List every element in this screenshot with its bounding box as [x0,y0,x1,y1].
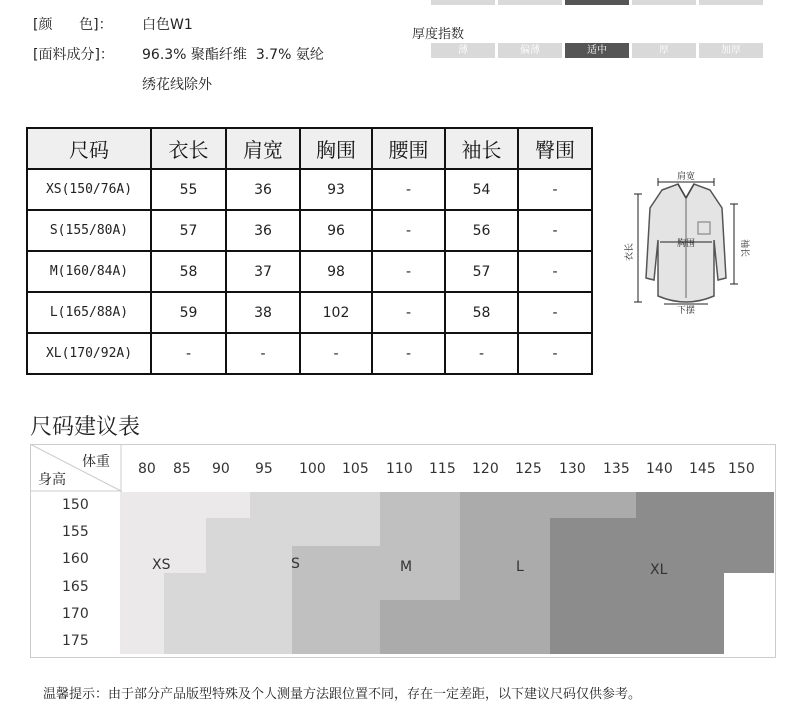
value-cell: - [518,292,592,333]
zone-label-xs: XS [152,557,171,573]
size-zone-block [636,492,774,573]
value-cell: 59 [151,292,226,333]
thickness-option: 薄 [431,43,495,58]
table-row [27,333,592,374]
height-tick: 160 [62,551,89,567]
zone-label-s: S [291,556,300,572]
size-cell: XL(170/92A) [27,333,151,374]
height-tick: 170 [62,606,89,622]
size-zone-block [380,600,508,654]
weight-tick: 120 [472,461,499,477]
value-cell: 58 [445,292,518,333]
height-tick: 165 [62,579,89,595]
weight-tick: 145 [689,461,716,477]
color-value: 白色W1 [142,17,193,33]
size-zone-block [250,492,380,519]
value-cell: 38 [226,292,300,333]
shoulder-label: 肩宽 [676,172,696,182]
weight-tick: 90 [212,461,230,477]
table-row [27,251,592,292]
value-cell: 58 [151,251,226,292]
hem-label: 下摆 [676,306,696,316]
size-zone-block [508,573,550,654]
weight-tick: 135 [603,461,630,477]
weight-tick: 85 [173,461,191,477]
weight-tick: 125 [515,461,542,477]
thickness-cell [632,0,696,5]
value-cell: 55 [151,169,226,210]
fabric-value: 96.3% 聚酯纤维 3.7% 氨纶 [142,47,324,63]
value-cell: 96 [300,210,372,251]
value-cell: 102 [300,292,372,333]
thickness-cell [431,0,495,5]
value-cell: 57 [151,210,226,251]
size-table-header [27,128,592,169]
shirt-diagram [622,168,752,338]
weight-tick: 105 [342,461,369,477]
weight-tick: 80 [138,461,156,477]
header-cell: 腰围 [372,128,445,169]
size-zone-block [292,546,380,654]
size-cell: S(155/80A) [27,210,151,251]
header-cell: 胸围 [300,128,372,169]
size-table [26,127,593,375]
value-cell: - [151,333,226,374]
header-cell: 尺码 [27,128,151,169]
recommend-title: 尺码建议表 [30,415,141,440]
value-cell: - [372,251,445,292]
thickness-title: 厚度指数 [412,27,465,42]
size-zone-block [460,492,508,519]
weight-tick: 130 [559,461,586,477]
thickness-option-selected: 适中 [565,43,629,58]
weight-tick: 150 [728,461,755,477]
header-cell: 肩宽 [226,128,300,169]
zone-label-xl: XL [650,562,668,578]
size-zone-block [380,492,460,519]
height-tick: 155 [62,524,89,540]
chest-label: 胸围 [676,239,696,249]
thickness-option: 加厚 [699,43,763,58]
header-cell: 衣长 [151,128,226,169]
value-cell: - [372,169,445,210]
value-cell: - [372,333,445,374]
size-cell: L(165/88A) [27,292,151,333]
thickness-cell [498,0,562,5]
size-cell: M(160/84A) [27,251,151,292]
value-cell: 37 [226,251,300,292]
value-cell: 98 [300,251,372,292]
weight-tick: 95 [255,461,273,477]
value-cell: - [518,169,592,210]
weight-tick: 140 [646,461,673,477]
footer-note: 温馨提示：由于部分产品版型特殊及个人测量方法跟位置不同，存在一定差距，以下建议尺码仅供参考。 [43,687,642,702]
value-cell: - [518,210,592,251]
zone-label-m: M [400,559,413,575]
size-zone-block [550,573,724,654]
value-cell: 57 [445,251,518,292]
height-tick: 150 [62,497,89,513]
thickness-option: 厚 [632,43,696,58]
value-cell: - [372,292,445,333]
table-row [27,169,592,210]
value-cell: 93 [300,169,372,210]
height-header: 身高 [38,472,66,488]
value-cell: 36 [226,169,300,210]
weight-tick: 100 [299,461,326,477]
length-label: 衣长 [625,242,635,262]
size-zone-block [724,573,774,654]
fabric-note: 绣花线除外 [142,77,212,93]
thickness-bar [431,43,766,58]
thickness-bar-top [431,0,766,5]
value-cell: 36 [226,210,300,251]
thickness-cell-selected [565,0,629,5]
header-cell: 袖长 [445,128,518,169]
thickness-option: 偏薄 [498,43,562,58]
table-row [27,292,592,333]
thickness-cell [699,0,763,5]
table-row [27,210,592,251]
value-cell: - [518,251,592,292]
fabric-label: [面料成分]： [33,47,114,63]
value-cell: 54 [445,169,518,210]
color-label: [颜 色]： [33,17,113,33]
weight-tick: 115 [429,461,456,477]
value-cell: - [518,333,592,374]
value-cell: 56 [445,210,518,251]
sleeve-label: 袖长 [739,238,749,258]
weight-tick: 110 [386,461,413,477]
weight-header: 体重 [82,454,110,470]
value-cell: - [445,333,518,374]
size-cell: XS(150/76A) [27,169,151,210]
height-tick: 175 [62,633,89,649]
value-cell: - [372,210,445,251]
zone-label-l: L [516,559,524,575]
value-cell: - [226,333,300,374]
header-cell: 臀围 [518,128,592,169]
size-zone-block [164,573,250,654]
value-cell: - [300,333,372,374]
